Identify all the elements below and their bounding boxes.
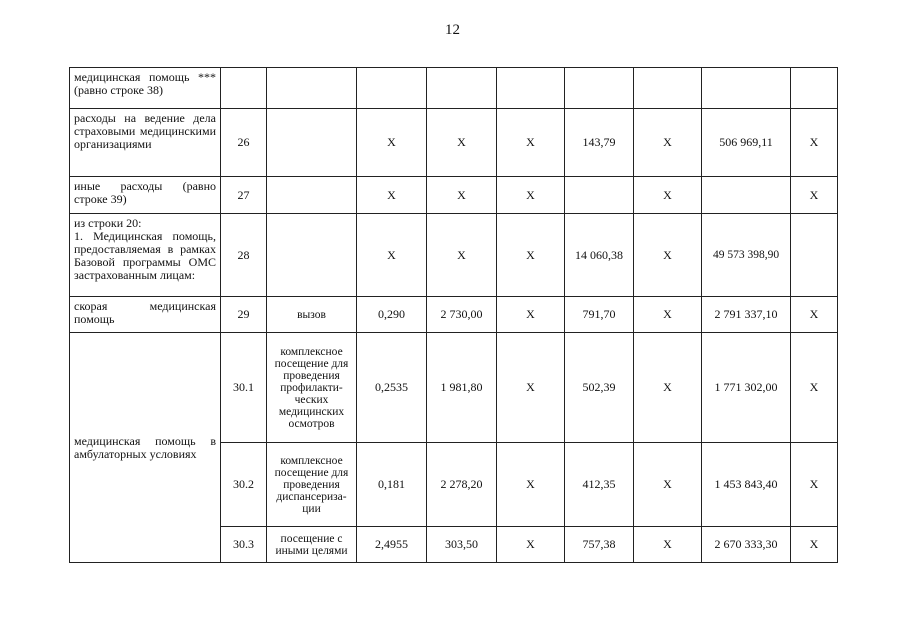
- cell-c5: Х: [634, 214, 702, 297]
- cell-c2: 303,50: [427, 527, 497, 563]
- cell-c6: 506 969,11: [702, 109, 791, 177]
- cell-c2: 2 730,00: [427, 297, 497, 333]
- row-code: 30.2: [221, 443, 267, 527]
- table-row: [70, 109, 838, 177]
- cell-c1: 2,4955: [357, 527, 427, 563]
- cell-c6: 1 771 302,00: [702, 333, 791, 443]
- cell-c6: [702, 68, 791, 109]
- cell-c5: [634, 68, 702, 109]
- cell-c7: Х: [791, 527, 838, 563]
- cell-c4: 143,79: [565, 109, 634, 177]
- row-name: расходы на ведение дела страховыми медицинскими организациями: [70, 109, 221, 177]
- cell-c7: Х: [791, 109, 838, 177]
- cell-c2: Х: [427, 177, 497, 214]
- cell-c7: [791, 68, 838, 109]
- table-row: [70, 177, 838, 214]
- cell-c3: [497, 68, 565, 109]
- cell-c1: Х: [357, 177, 427, 214]
- row-code: 30.1: [221, 333, 267, 443]
- cell-c5: Х: [634, 333, 702, 443]
- cell-c2: Х: [427, 109, 497, 177]
- row-unit: комплексное посещение для проведения профилакти-ческих медицинских осмотров: [267, 333, 357, 443]
- cell-c4: 14 060,38: [565, 214, 634, 297]
- row-code: 28: [221, 214, 267, 297]
- cell-c5: Х: [634, 443, 702, 527]
- cell-c4: 791,70: [565, 297, 634, 333]
- row-unit: [267, 177, 357, 214]
- cell-c3: Х: [497, 527, 565, 563]
- row-unit: [267, 68, 357, 109]
- cell-c7: Х: [791, 443, 838, 527]
- table-row: [70, 68, 838, 109]
- table-row: [70, 333, 838, 443]
- cell-c4: 757,38: [565, 527, 634, 563]
- cell-c6: 1 453 843,40: [702, 443, 791, 527]
- cell-c4: 502,39: [565, 333, 634, 443]
- row-unit: посещение с иными целями: [267, 527, 357, 563]
- row-code: 30.3: [221, 527, 267, 563]
- cell-c7: Х: [791, 297, 838, 333]
- cell-c3: Х: [497, 333, 565, 443]
- row-code: [221, 68, 267, 109]
- cell-c5: Х: [634, 109, 702, 177]
- cell-c2: [427, 68, 497, 109]
- cell-c1: Х: [357, 109, 427, 177]
- cell-c6: 2 670 333,30: [702, 527, 791, 563]
- row-name: медицинская помощь в амбулаторных условиях: [70, 333, 221, 563]
- cell-c1: [357, 68, 427, 109]
- row-name: иные расходы (равно строке 39): [70, 177, 221, 214]
- data-table: [69, 67, 838, 563]
- row-unit: [267, 109, 357, 177]
- cell-c7: [791, 214, 838, 297]
- cell-c1: 0,2535: [357, 333, 427, 443]
- cell-c3: Х: [497, 177, 565, 214]
- cell-c3: Х: [497, 214, 565, 297]
- cell-c2: 1 981,80: [427, 333, 497, 443]
- cell-c2: Х: [427, 214, 497, 297]
- cell-c1: 0,290: [357, 297, 427, 333]
- cell-c5: Х: [634, 527, 702, 563]
- cell-c6: 2 791 337,10: [702, 297, 791, 333]
- row-name: из строки 20: 1. Медицинская помощь, предоставляемая в рамках Базовой программы ОМС застрахованным лицам:: [70, 214, 221, 297]
- cell-c4: 412,35: [565, 443, 634, 527]
- row-name: скорая медицинская помощь: [70, 297, 221, 333]
- row-unit: [267, 214, 357, 297]
- row-code: 27: [221, 177, 267, 214]
- cell-c7: Х: [791, 333, 838, 443]
- cell-c6: [702, 177, 791, 214]
- cell-c1: Х: [357, 214, 427, 297]
- cell-c1: 0,181: [357, 443, 427, 527]
- table-row: [70, 214, 838, 297]
- cell-c3: Х: [497, 109, 565, 177]
- row-code: 29: [221, 297, 267, 333]
- row-name: медицинская помощь *** (равно строке 38): [70, 68, 221, 109]
- cell-c4: [565, 68, 634, 109]
- row-code: 26: [221, 109, 267, 177]
- cell-c5: Х: [634, 297, 702, 333]
- cell-c7: Х: [791, 177, 838, 214]
- cell-c5: Х: [634, 177, 702, 214]
- page-number: 12: [445, 22, 460, 38]
- cell-c3: Х: [497, 443, 565, 527]
- row-unit: комплексное посещение для проведения диспансериза-ции: [267, 443, 357, 527]
- cell-c2: 2 278,20: [427, 443, 497, 527]
- row-unit: вызов: [267, 297, 357, 333]
- cell-c6: 49 573 398,90: [702, 214, 791, 297]
- cell-c4: [565, 177, 634, 214]
- cell-c3: Х: [497, 297, 565, 333]
- table-row: [70, 297, 838, 333]
